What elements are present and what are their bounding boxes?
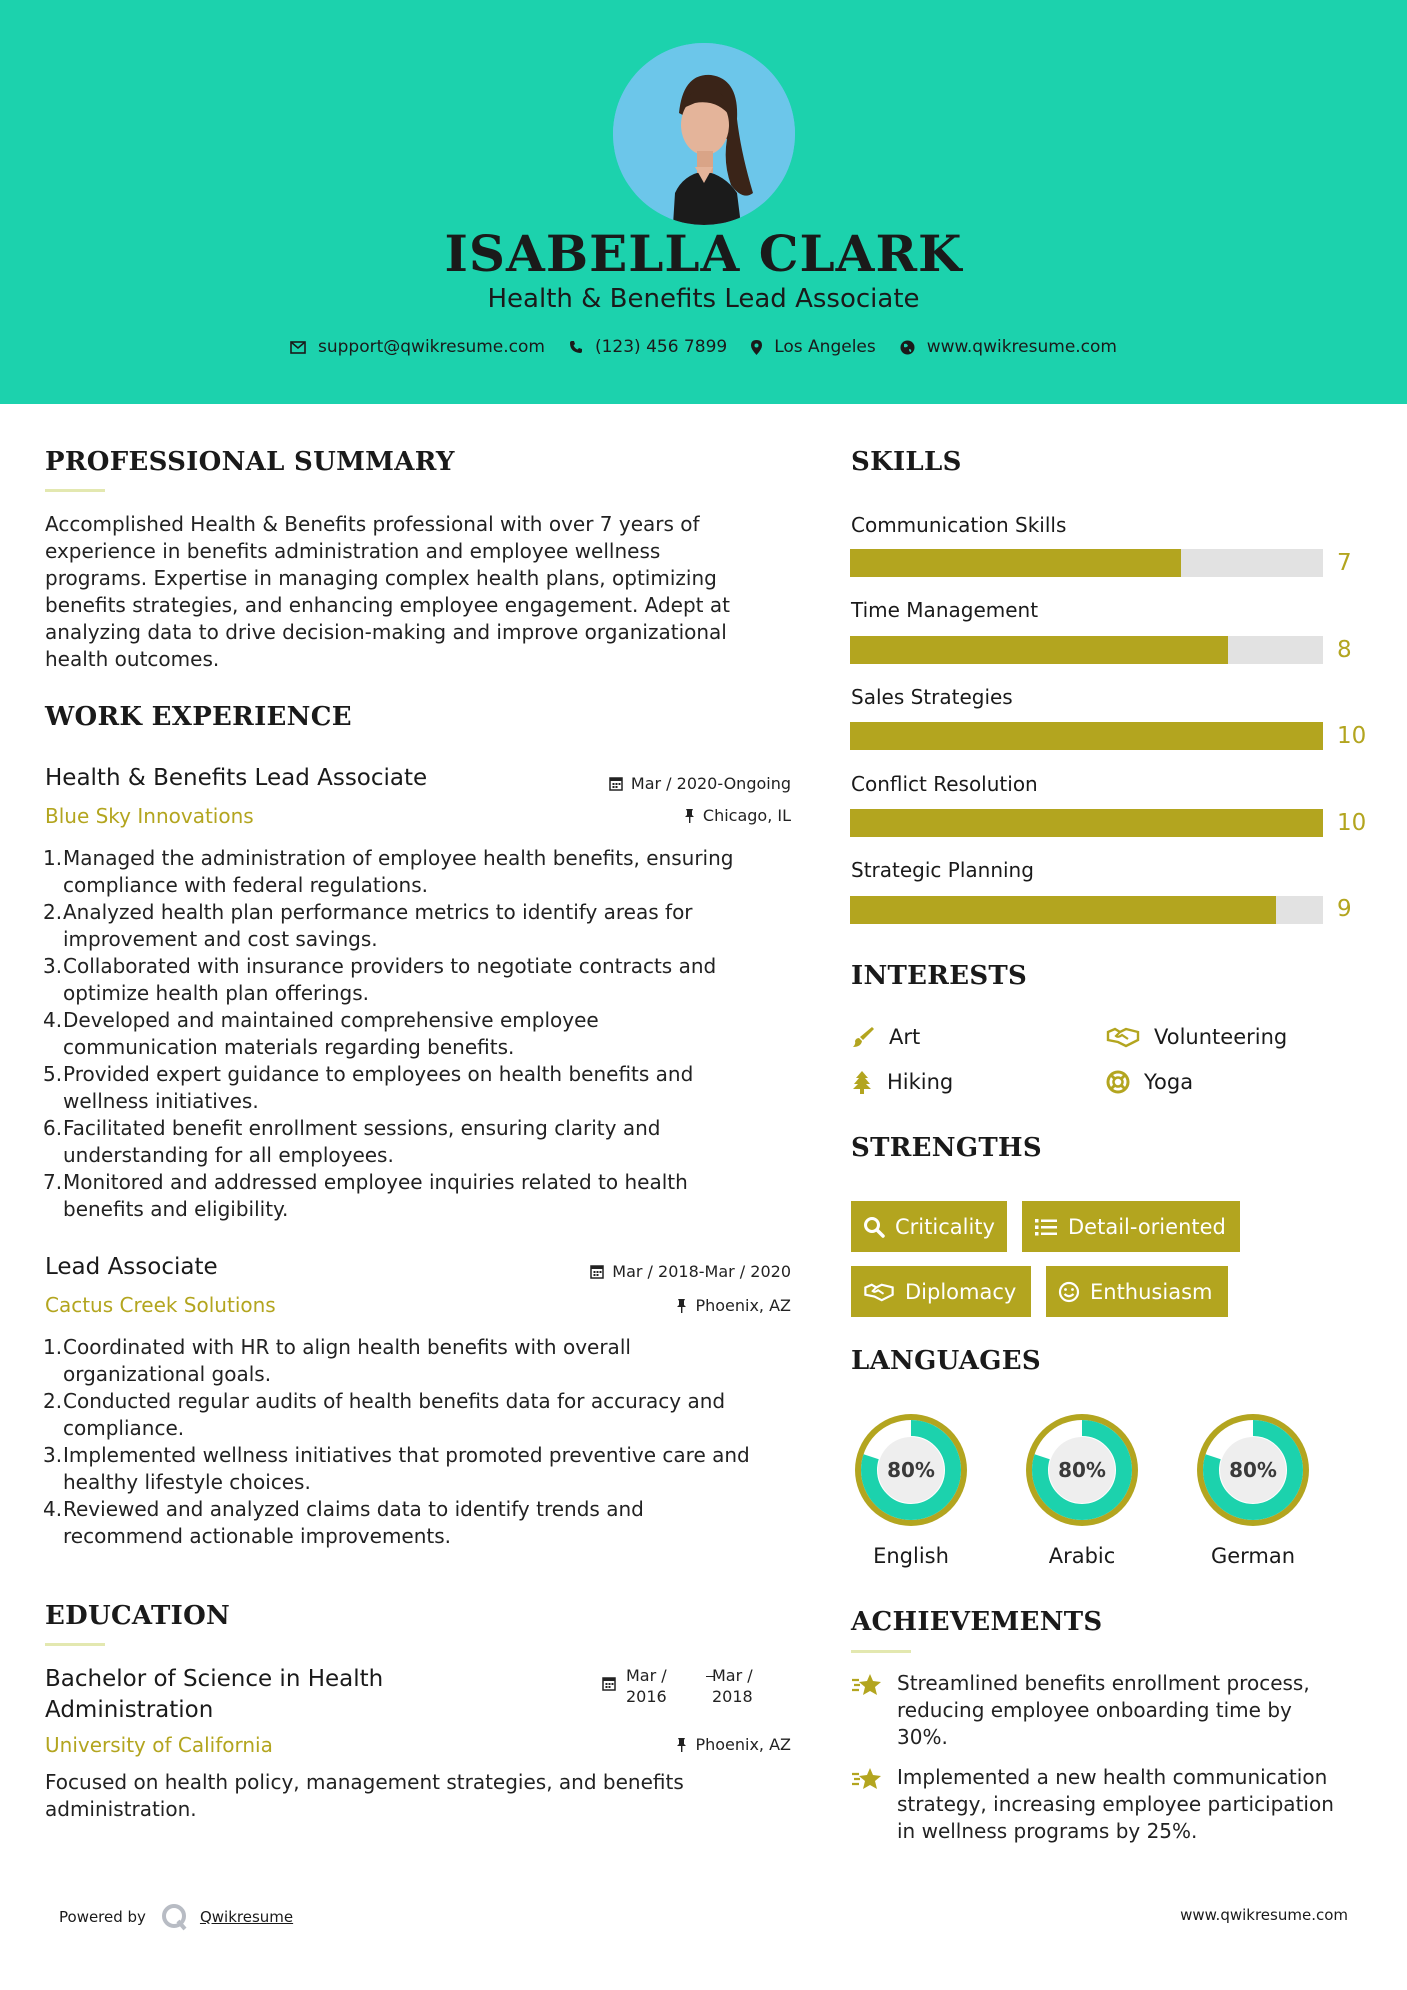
interest-item: Volunteering (1106, 1025, 1287, 1049)
skill-bar (850, 896, 1323, 924)
skill-value: 10 (1337, 810, 1367, 836)
skill-value: 7 (1337, 550, 1352, 576)
job-dates-text: Mar / 2020-Ongoing (630, 774, 791, 793)
job-dates-text: Mar / 2018-Mar / 2020 (612, 1262, 791, 1281)
star-award-icon (851, 1766, 883, 1792)
education-description: Focused on health policy, management strategies, and benefits administration. (45, 1770, 684, 1821)
envelope-icon (290, 341, 306, 354)
job-responsibilities (45, 845, 805, 1223)
qwikresume-logo-icon (160, 1902, 190, 1932)
company-name: Cactus Creek Solutions (45, 1293, 276, 1317)
paintbrush-icon (851, 1025, 875, 1049)
list-icon (1034, 1217, 1058, 1237)
job-location (560, 806, 791, 825)
list-item: 4. Reviewed and analyzed claims data to identify trends and recommend actionable improvements. (43, 1497, 644, 1548)
calendar-icon (609, 776, 623, 791)
contact-phone[interactable] (569, 337, 727, 357)
strength-tag: Diplomacy (851, 1266, 1031, 1317)
profile-photo (613, 43, 795, 225)
skill-label: Sales Strategies (851, 685, 1013, 709)
contact-location-text: Los Angeles (774, 337, 876, 357)
list-item: 6. Facilitated benefit enrollment sessions, ensuring clarity and understanding for all employees. (43, 1116, 661, 1167)
skill-bar (850, 636, 1323, 664)
footer-powered-by (59, 1902, 293, 1932)
strength-tag: Detail-oriented (1022, 1201, 1240, 1252)
summary-line: experience in benefits administration and employee wellness (45, 539, 661, 563)
skill-bar-fill (850, 549, 1181, 577)
skill-bar (850, 722, 1323, 750)
list-item: 2. Conducted regular audits of health benefits data for accuracy and compliance. (43, 1389, 726, 1440)
degree-title (45, 1664, 383, 1726)
summary-line: benefits strategies, and enhancing employee engagement. Adept at (45, 593, 730, 617)
interests-heading: INTERESTS (851, 961, 1028, 991)
summary-line: analyzing data to drive decision-making and improve organizational (45, 620, 727, 644)
job-dates (560, 774, 791, 793)
achievement-item: Streamlined benefits enrollment process, reducing employee onboarding time by 30%. (851, 1670, 1371, 1751)
job-title: Lead Associate (45, 1254, 218, 1280)
skill-bar-fill (850, 722, 1323, 750)
skill-value: 10 (1337, 723, 1367, 749)
skills-heading: SKILLS (851, 447, 962, 477)
language-gauge (850, 1409, 972, 1535)
resume-header (0, 0, 1407, 404)
skill-bar-fill (850, 809, 1323, 837)
language-percent: 80% (887, 1458, 935, 1482)
achievement-item: Implemented a new health communication strategy, increasing employee participation in wellness programs by 25%. (851, 1764, 1371, 1845)
map-marker-icon (751, 340, 762, 355)
skill-label: Strategic Planning (851, 858, 1034, 882)
skill-bar (850, 549, 1323, 577)
thumbtack-icon (684, 808, 695, 823)
summary-line: health outcomes. (45, 647, 220, 671)
education-heading: EDUCATION (45, 1601, 231, 1631)
qwikresume-link[interactable]: Qwikresume (199, 1908, 294, 1926)
strengths-heading: STRENGTHS (851, 1133, 1042, 1163)
candidate-name: ISABELLA CLARK (444, 224, 963, 283)
list-item: 2. Analyzed health plan performance metrics to identify areas for improvement and cost savings. (43, 900, 693, 951)
list-item: 1. Managed the administration of employee health benefits, ensuring compliance with federal regulations. (43, 846, 734, 897)
contact-email-text: support@qwikresume.com (318, 337, 545, 357)
language-percent: 80% (1229, 1458, 1277, 1482)
interest-item: Art (851, 1025, 920, 1049)
summary-line: programs. Expertise in managing complex health plans, optimizing (45, 566, 717, 590)
edu-end-date: Mar / 2018 (712, 1666, 753, 1706)
powered-by-text: Powered by (59, 1908, 146, 1926)
job-dates (560, 1262, 791, 1281)
handshake-icon (1106, 1026, 1140, 1048)
experience-heading: WORK EXPERIENCE (45, 702, 352, 732)
achievements-heading: ACHIEVEMENTS (851, 1607, 1103, 1637)
contact-email[interactable] (290, 337, 545, 357)
thumbtack-icon (676, 1737, 687, 1752)
language-gauge (1192, 1409, 1314, 1535)
edu-location (560, 1735, 791, 1754)
list-item: 3. Implemented wellness initiatives that promoted preventive care and healthy lifestyle choices. (43, 1443, 750, 1494)
skill-bar-fill (850, 636, 1228, 664)
company-name: Blue Sky Innovations (45, 804, 254, 828)
contact-website[interactable] (900, 337, 1117, 357)
job-title: Health & Benefits Lead Associate (45, 765, 428, 791)
skill-bar-fill (850, 896, 1276, 924)
strength-tag: Enthusiasm (1046, 1266, 1228, 1317)
lifebuoy-icon (1106, 1070, 1130, 1094)
star-award-icon (851, 1672, 883, 1698)
skill-bar (850, 809, 1323, 837)
edu-start-date: Mar / 2016 (626, 1666, 667, 1706)
list-item: 4. Developed and maintained comprehensive employee communication materials regarding benefits. (43, 1008, 599, 1059)
school-name: University of California (45, 1733, 273, 1757)
skill-value: 8 (1337, 637, 1352, 663)
summary-line: Accomplished Health & Benefits professional with over 7 years of (45, 512, 700, 536)
summary-heading: PROFESSIONAL SUMMARY (45, 447, 455, 477)
calendar-icon (602, 1676, 616, 1695)
list-item: 3. Collaborated with insurance providers to negotiate contracts and optimize health plan offerings. (43, 954, 717, 1005)
contact-bar (0, 337, 1407, 357)
tree-icon (851, 1070, 873, 1094)
achievements-underline (851, 1650, 911, 1653)
footer-website-link[interactable]: www.qwikresume.com (1180, 1906, 1348, 1924)
degree-line: Administration (45, 1697, 214, 1723)
contact-location (751, 337, 876, 357)
job-location-text: Phoenix, AZ (695, 1296, 791, 1315)
interest-item: Yoga (1106, 1070, 1193, 1094)
degree-line: Bachelor of Science in Health (45, 1666, 384, 1692)
language-name: Arabic (1048, 1544, 1116, 1568)
language-percent: 80% (1058, 1458, 1106, 1482)
list-item: 5. Provided expert guidance to employees on health benefits and wellness initiatives. (43, 1062, 694, 1113)
handshake-icon (863, 1282, 895, 1302)
contact-phone-text: (123) 456 7899 (594, 337, 728, 357)
candidate-title: Health & Benefits Lead Associate (487, 284, 920, 314)
phone-icon (569, 340, 583, 354)
contact-website-text: www.qwikresume.com (926, 337, 1117, 357)
search-icon (863, 1216, 885, 1238)
edu-location-text: Phoenix, AZ (695, 1735, 791, 1754)
skill-value: 9 (1337, 896, 1352, 922)
language-name: German (1210, 1544, 1296, 1568)
language-gauge (1021, 1409, 1143, 1535)
job-location-text: Chicago, IL (702, 806, 791, 825)
languages-heading: LANGUAGES (851, 1346, 1041, 1376)
thumbtack-icon (676, 1298, 687, 1313)
calendar-icon (590, 1264, 604, 1279)
skill-label: Conflict Resolution (851, 772, 1038, 796)
education-underline (45, 1643, 105, 1646)
job-location (560, 1296, 791, 1315)
globe-icon (900, 340, 915, 355)
job-responsibilities (45, 1334, 805, 1550)
interest-item: Hiking (851, 1070, 953, 1094)
summary-underline (45, 489, 105, 492)
strength-tag: Criticality (851, 1201, 1007, 1252)
list-item: 7. Monitored and addressed employee inquiries related to health benefits and eligibility. (43, 1170, 688, 1221)
skill-label: Communication Skills (851, 513, 1067, 537)
skill-label: Time Management (851, 598, 1039, 622)
list-item: 1. Coordinated with HR to align health benefits with overall organizational goals. (43, 1335, 631, 1386)
smile-icon (1058, 1281, 1080, 1303)
summary-text (45, 511, 785, 673)
language-name: English (873, 1544, 949, 1568)
